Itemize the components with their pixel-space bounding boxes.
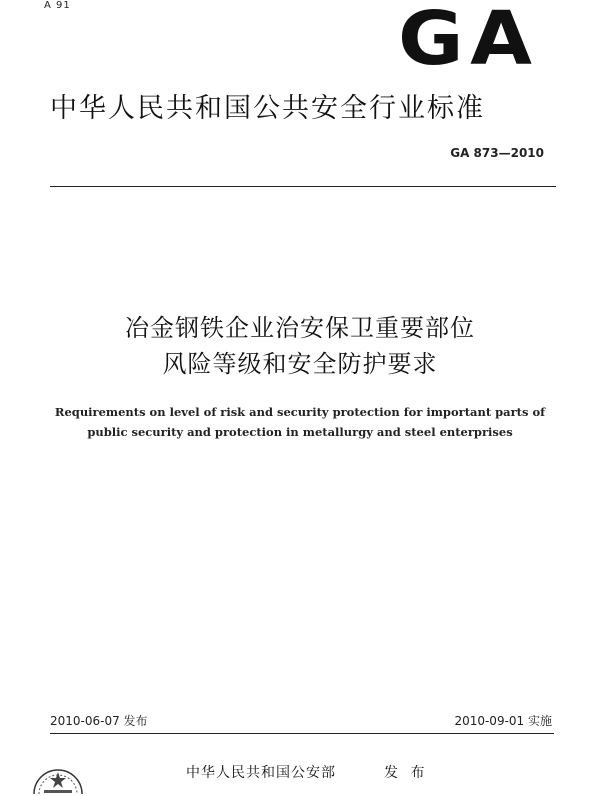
- english-title-line-1: Requirements on level of risk and security protection for important parts of: [54, 405, 546, 419]
- english-title: [52, 402, 548, 442]
- publish-label: 发 布: [384, 765, 429, 781]
- english-title-line-2: public security and protection in metallurgy and steel enterprises: [87, 425, 513, 439]
- implementation-date: 2010-09-01 实施: [454, 714, 552, 728]
- standard-name: 中华人民共和国公共安全行业标准: [50, 93, 485, 124]
- document-title-line-2: 风险等级和安全防护要求: [162, 350, 438, 378]
- issue-date: 2010-06-07 发布: [50, 714, 148, 728]
- footer-divider: [50, 733, 554, 734]
- ga-logo: GA: [398, 0, 539, 82]
- document-title-line-1: 冶金钢铁企业治安保卫重要部位: [125, 314, 475, 342]
- standard-number: GA 873—2010: [450, 146, 544, 160]
- ministry-seal-icon: [30, 756, 86, 796]
- publisher-name: 中华人民共和国公安部: [186, 765, 336, 781]
- header-divider: [50, 186, 556, 187]
- classification-code: A 91: [44, 0, 71, 11]
